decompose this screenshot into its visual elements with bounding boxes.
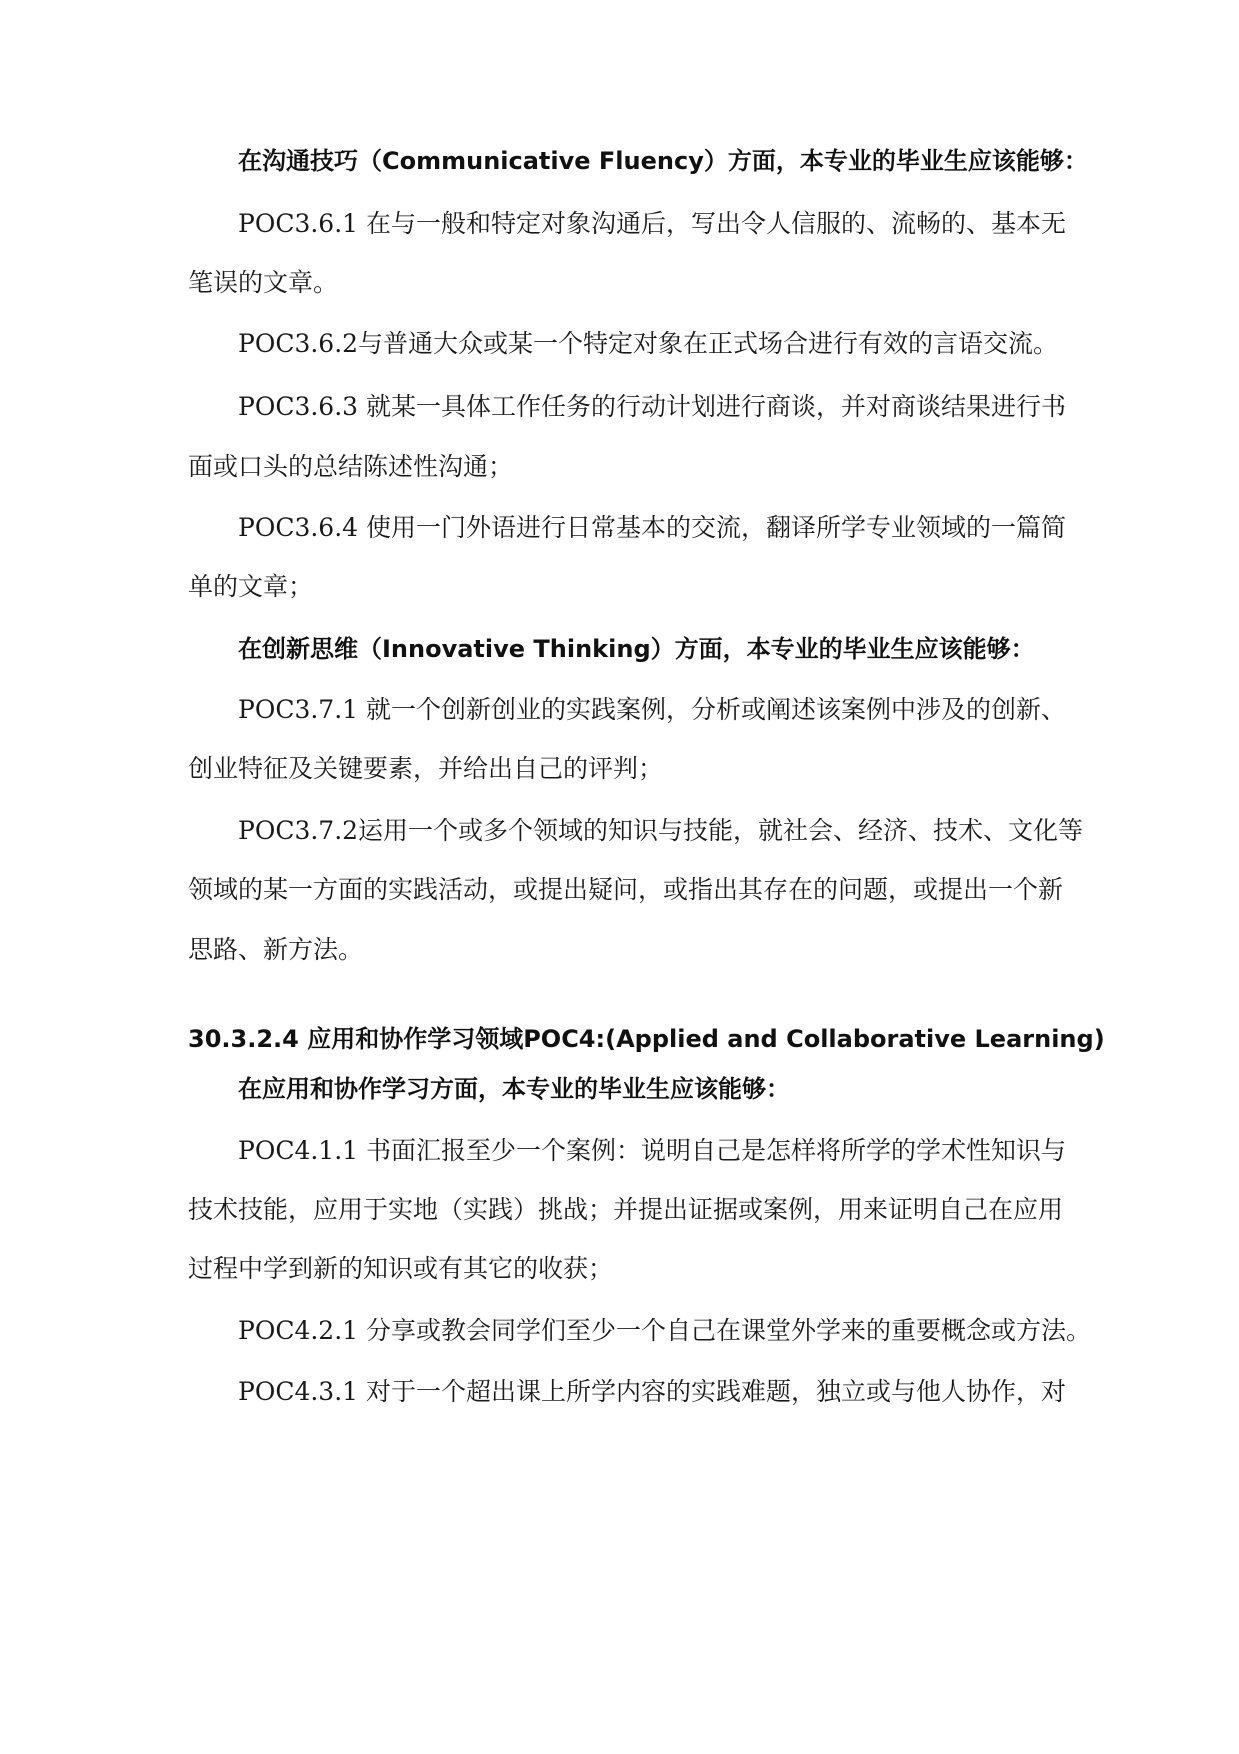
heading-communicative-fluency: 在沟通技巧（Communicative Fluency）方面，本专业的毕业生应该能够： (238, 147, 1088, 175)
paragraph-line: POC3.6.2与普通大众或某一个特定对象在正式场合进行有效的言语交流。 (238, 329, 1059, 358)
paragraph-line: 技术技能，应用于实地（实践）挑战；并提出证据或案例，用来证明自己在应用 (188, 1195, 1064, 1224)
section-intro: 在应用和协作学习方面，本专业的毕业生应该能够： (238, 1075, 790, 1103)
paragraph-line: 创业特征及关键要素，并给出自己的评判； (188, 754, 664, 783)
paragraph-line: 领域的某一方面的实践活动，或提出疑问，或指出其存在的问题，或提出一个新 (188, 875, 1064, 904)
paragraph-line: POC3.6.4 使用一门外语进行日常基本的交流，翻译所学专业领域的一篇简 (238, 513, 1067, 542)
paragraph-line: POC4.2.1 分享或教会同学们至少一个自己在课堂外学来的重要概念或方法。 (238, 1316, 1092, 1345)
paragraph-line: 思路、新方法。 (188, 935, 364, 964)
paragraph-line: 过程中学到新的知识或有其它的收获； (188, 1254, 614, 1283)
paragraph-line: POC3.7.2运用一个或多个领域的知识与技能，就社会、经济、技术、文化等 (238, 816, 1084, 845)
paragraph-line: POC3.6.1 在与一般和特定对象沟通后，写出令人信服的、流畅的、基本无 (238, 209, 1067, 238)
paragraph-line: POC3.7.1 就一个创新创业的实践案例，分析或阐述该案例中涉及的创新、 (238, 695, 1067, 724)
paragraph-line: 笔误的文章。 (188, 268, 339, 297)
section-title-poc4: 30.3.2.4 应用和协作学习领域POC4:(Applied and Collaborative Learning) (188, 1025, 1105, 1053)
paragraph-line: 面或口头的总结陈述性沟通； (188, 452, 514, 481)
heading-innovative-thinking: 在创新思维（Innovative Thinking）方面，本专业的毕业生应该能够： (238, 635, 1035, 663)
paragraph-line: POC4.1.1 书面汇报至少一个案例：说明自己是怎样将所学的学术性知识与 (238, 1136, 1067, 1165)
paragraph-line: POC3.6.3 就某一具体工作任务的行动计划进行商谈，并对商谈结果进行书 (238, 392, 1067, 421)
paragraph-line: POC4.3.1 对于一个超出课上所学内容的实践难题，独立或与他人协作，对 (238, 1377, 1067, 1406)
paragraph-line: 单的文章； (188, 572, 314, 601)
